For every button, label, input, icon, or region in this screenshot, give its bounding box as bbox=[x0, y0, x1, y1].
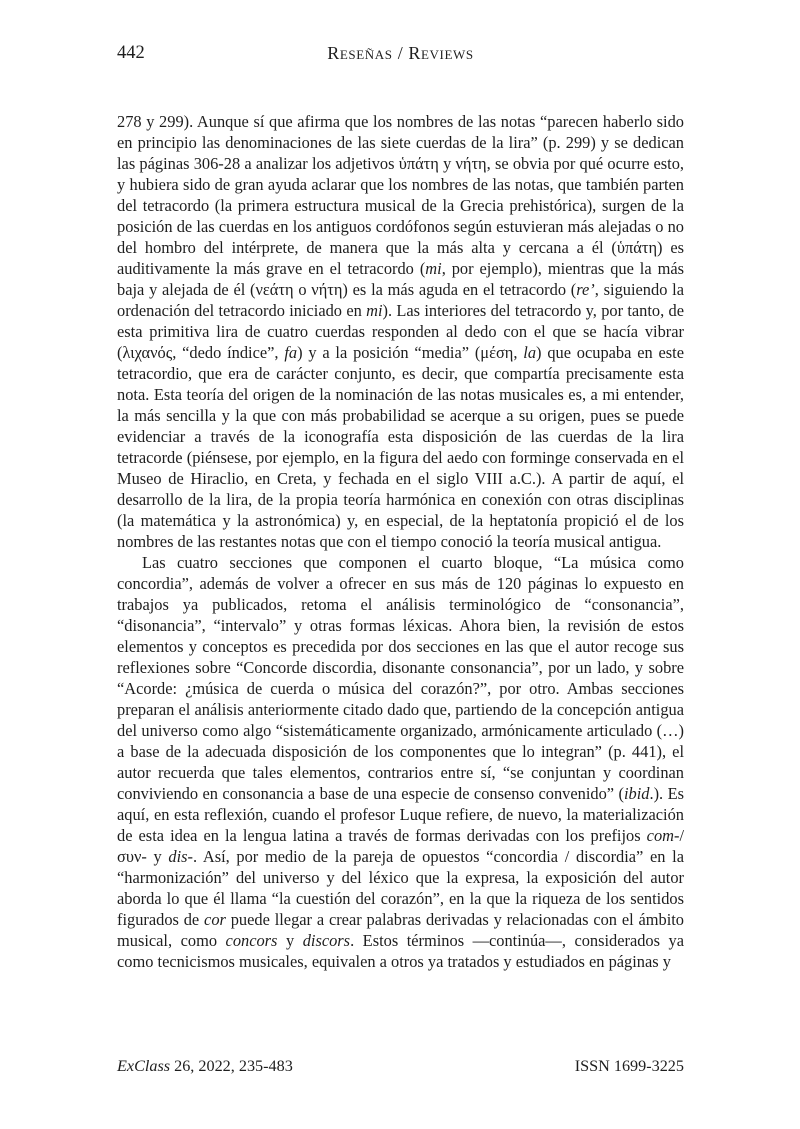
page-footer bbox=[117, 1056, 684, 1077]
review-body-text bbox=[117, 111, 684, 972]
issn-number: ISSN 1699-3225 bbox=[574, 1057, 684, 1075]
page-header bbox=[117, 42, 684, 66]
paragraph-2: Las cuatro secciones que componen el cuarto bloque, “La música como concordia”, además de volver a ofrecer en sus más de 120 páginas lo expuesto en trabajos ya publicados, retoma el análisis terminológico de “consonancia”, “disonancia”, “intervalo” y otras formas léxicas. Ahora bien, la revisión de estos elementos y conceptos es precedida por dos secciones en las que el autor recoge sus reflexiones sobre “Concorde discordia, disonante consonancia”, por un lado, y sobre “Acorde: ¿música de cuerda o música del corazón?”, por otro. Ambas secciones preparan el análisis anteriormente citado dado que, partiendo de la concepción antigua del universo como algo “sistemáticamente organizado, armónicamente articulado (…) a base de la adecuada disposición de los componentes que lo integran” (p. 441), el autor recuerda que tales elementos, contrarios entre sí, “se conjuntan y coordinan conviviendo en consonancia a base de una especie de consenso convenido” (ibid.). Es aquí, en esta reflexión, cuando el profesor Luque refiere, de nuevo, la materialización de esta idea en la lengua latina a través de formas derivadas con los prefijos com-/συν- y dis-. Así, por medio de la pareja de opuestos “concordia / discordia” en la “harmonización” del universo y del léxico que la expresa, la exposición del autor aborda lo que él llama “la cuestión del corazón”, en la que la riqueza de los sentidos figurados de cor puede llegar a crear palabras derivadas y relacionadas con el ámbito musical, como concors y discors. Estos términos —continúa—, considerados ya como tecnicismos musicales, equivalen a otros ya tratados y estudiados en páginas y bbox=[117, 553, 685, 971]
journal-reference: ExClass 26, 2022, 235-483 bbox=[117, 1057, 293, 1075]
running-title: Reseñas / Reviews bbox=[327, 43, 474, 63]
page-number: 442 bbox=[117, 43, 145, 63]
paragraph-1: 278 y 299). Aunque sí que afirma que los nombres de las notas “parecen haberlo sido en principio las denominaciones de las siete cuerdas de la lira” (p. 299) y se dedican las páginas 306-28 a analizar los adjetivos ὑπάτη y νήτη, se obvia por qué ocurre esto, y hubiera sido de gran ayuda aclarar que los nombres de las notas, que también parten del tetracordo (la primera estructura musical de la Grecia prehistórica), surgen de la posición de las cuerdas en los antiguos cordófonos según estuvieran más alejadas o no del hombro del intérprete, de manera que la más alta y cercana a él (ὑπάτη) es auditivamente la más grave en el tetracordo (mi, por ejemplo), mientras que la más baja y alejada de él (νεάτη o νήτη) es la más aguda en el tetracordo (re’, siguiendo la ordenación del tetracordo iniciado en mi). Las interiores del tetracordo y, por tanto, de esta primitiva lira de cuatro cuerdas responden al dedo con el que se hacía vibrar (λιχανός, “dedo índice”, fa) y a la posición “media” (μέση, la) que ocupaba en este tetracordio, que era de carácter conjunto, es decir, que compartía precisamente esta nota. Esta teoría del origen de la nominación de las notas musicales es, a mi entender, la más sencilla y la que con más probabilidad se acerque a su origen, pues se puede evidenciar a través de la iconografía esta disposición de las cuerdas de la lira tetracorde (piénsese, por ejemplo, en la figura del aedo con forminge conservada en el Museo de Hiraclio, en Creta, y fechada en el siglo VIII a.C.). A partir de aquí, el desarrollo de la lira, de la propia teoría harmónica en conexión con otras disciplinas (la matemática y la astronómica) y, en especial, de la heptatonía propició el de los nombres de las restantes notas que con el tiempo conoció la teoría musical antigua. bbox=[117, 112, 685, 551]
